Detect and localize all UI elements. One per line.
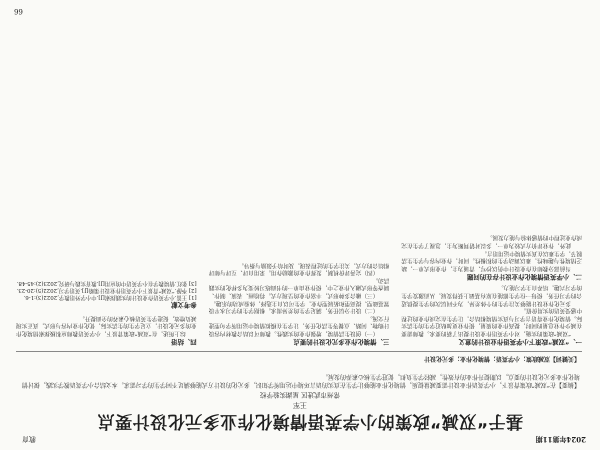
paragraph: 综上所述，在“双减”政策背景下，小学英语教师应积极探索情境化作业的多元化设计，立足学生的生活实际，优化作业内容与形式，真正实现减负增效，促进学生英语核心素养的全面提升。 (15, 314, 197, 336)
reference-item: [3] 张红.情境教学在小学英语中的应用[J].教育实践与研究,2023(2):45-48. (16, 279, 197, 286)
column-middle (209, 13, 390, 348)
section-heading: 四、结语 (171, 338, 197, 346)
section-mark: 教育 (22, 435, 36, 443)
section-heading: 一、“双减”政策下小学英语作业设计的意义 (458, 338, 582, 346)
paragraph: 多元化作业设计能够关注学生的个体差异，为不同层次的学生提供适合的学习任务，使每一位学生都能在原有基础上获得发展，从而激发学生的学习兴趣，培养自主学习能力。 (401, 284, 582, 306)
column-left (401, 13, 582, 348)
paragraph: （二）设计分层任务，满足学生的差异需求。根据学生的学习水平设置基础型、提高型和拓展型作业，学生可以自主选择，体验成功的乐趣。 (208, 299, 390, 314)
column-right (16, 13, 197, 348)
paragraph: 此外，作业评价方式较为单一，多以对错判断为主，忽视了学生在完成作业过程中的情感体验与能力发展。 (401, 234, 582, 249)
section-heading: 三、情境化作业多元化设计的要点 (293, 338, 390, 346)
paragraph: “双减”政策的实施，对小学英语作业设计提出了新的要求。教师需要在减少作业总量的同时，提高作业的质量，使作业更加贴近学生的生活实际。情境化作业将语言学习与真实情境相结合，让学生在完成作业的过程中感受英语的实用价值。 (401, 307, 582, 336)
article-author: 王军 (293, 401, 307, 409)
section-heading: 二、小学英语情境化作业设计存在的问题 (466, 272, 582, 281)
reference-item: [1] 王蔷.小学英语作业设计的实践探索[J].中小学外语教学,2022(3):1-6. (23, 294, 197, 301)
keywords: 【关键词】双减政策；小学英语；情境化作业；多元化设计 (423, 355, 580, 362)
page-number: 66 (14, 7, 23, 15)
references-heading: 参考文献 (171, 301, 197, 310)
article-title: 基于“双减”政策的小学英语情境化作业多元化设计要点 (97, 411, 523, 431)
abstract: 【摘要】在“双减”政策背景下，小学英语作业设计需要减量提质，情境化作业能够让学生在真实的语言环境中运用所学知识，多元化的设计方式能够满足不同学生的学习需求。本文结合小学英语教学实践，探讨情境化作业多元化设计的要点，以期提升作业的有效性，减轻学生负担，促进学生核心素养的发展。 (21, 373, 580, 388)
paragraph: 当前部分教师在作业设计中仍以抄写、背诵为主，作业形式单一，缺乏情境性与趣味性，难以调动学生的积极性。同时，作业内容与学生生活脱节，学生难以在真实情境中运用语言。 (401, 249, 582, 271)
divider (16, 351, 582, 352)
article-affiliation: 常州市武进区 星湖实验学校 (259, 391, 341, 399)
body-columns (16, 13, 582, 348)
journal-issue: 2024年第11期 (535, 435, 586, 444)
reference-item: [2] 李静.“双减”背景下小学英语作业设计策略[J].英语学习,2022(5):20-23. (16, 287, 197, 294)
paragraph: （三）融合多种形式，丰富作业的呈现方式。将绘画、表演、制作、调查等形式融入作业之中，使作业由单一的书面练习转变为多样化的实践活动。 (208, 276, 390, 299)
paragraph: （一）创设生活情境，增强作业的实践性。教师可以结合教材内容设计购物、问路、点餐等生活化任务，让学生在模拟情境中运用所学句型进行交流。 (208, 314, 390, 336)
paragraph: （四）完善评价机制，发挥作业的激励作用。采用自评、互评与师评相结合的方式，关注学生的过程表现，及时给予鼓励与指导。 (208, 261, 390, 276)
